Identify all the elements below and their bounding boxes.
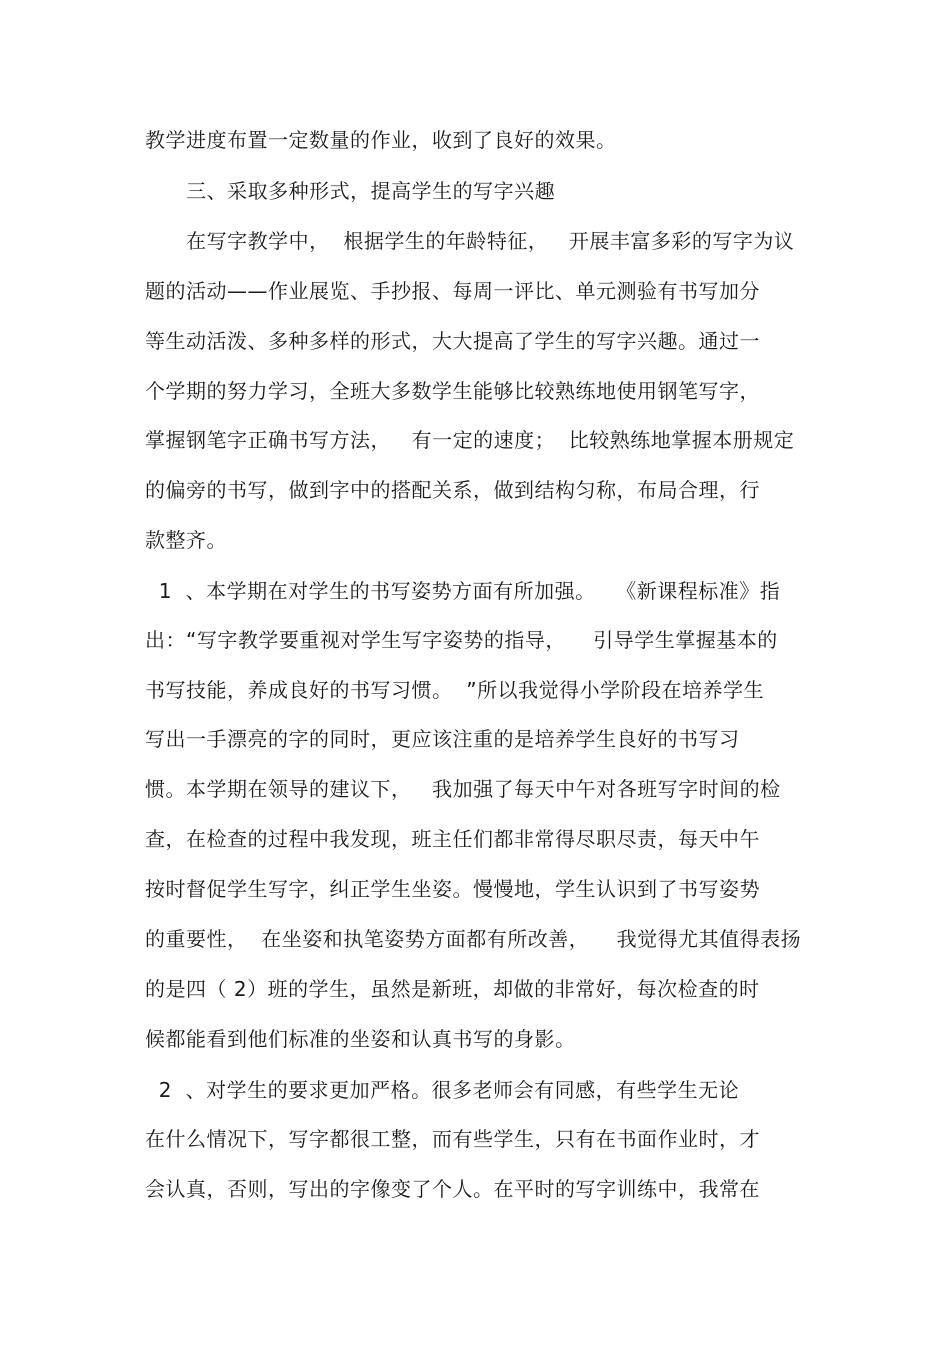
section-heading: 三、采取多种形式，提高学生的写字兴趣 — [145, 179, 556, 203]
paragraph-line: 题的活动——作业展览、手抄报、每周一评比、单元测验有书写加分 — [145, 279, 760, 303]
paragraph-line: 个学期的努力学习，全班大多数学生能够比较熟练地使用钢笔写字， — [145, 379, 760, 403]
paragraph-line: 写出一手漂亮的字的同时，更应该注重的是培养学生良好的书写习 — [145, 727, 740, 751]
paragraph-line: 出：“写字教学要重视对学生写字姿势的指导， 引导学生掌握基本的 — [145, 628, 778, 652]
paragraph-line: 掌握钢笔字正确书写方法， 有一定的速度； 比较熟练地掌握本册规定 — [145, 428, 795, 452]
paragraph-line: 书写技能，养成良好的书写习惯。 ”所以我觉得小学阶段在培养学生 — [145, 678, 765, 702]
paragraph-line: 候都能看到他们标准的坐姿和认真书写的身影。 — [145, 1027, 576, 1051]
paragraph-line: 等生动活泼、多种多样的形式，大大提高了学生的写字兴趣。通过一 — [145, 329, 760, 353]
paragraph-line: 的重要性， 在坐姿和执笔姿势方面都有所改善， 我觉得尤其值得表扬 — [145, 927, 802, 951]
paragraph-line: 会认真，否则，写出的字像变了个人。在平时的写字训练中，我常在 — [145, 1177, 760, 1201]
paragraph-line: 在什么情况下，写字都很工整，而有些学生，只有在书面作业时，才 — [145, 1127, 760, 1151]
paragraph-line: 的是四（ 2）班的学生，虽然是新班，却做的非常好，每次检查的时 — [145, 977, 760, 1001]
paragraph-line: 惯。本学期在领导的建议下， 我加强了每天中午对各班写字时间的检 — [145, 777, 781, 801]
paragraph-line: 按时督促学生写字，纠正学生坐姿。慢慢地，学生认识到了书写姿势 — [145, 877, 760, 901]
paragraph-line: 查，在检查的过程中我发现，班主任们都非常得尽职尽责，每天中午 — [145, 827, 760, 851]
paragraph-line: 的偏旁的书写，做到字中的搭配关系，做到结构匀称，布局合理，行 — [145, 478, 760, 502]
paragraph-line: 2 、对学生的要求更加严格。很多老师会有同感，有些学生无论 — [145, 1078, 740, 1102]
paragraph-line: 款整齐。 — [145, 528, 227, 552]
paragraph-line: 1 、本学期在对学生的书写姿势方面有所加强。 《新课程标准》指 — [145, 579, 781, 603]
paragraph-line: 在写字教学中， 根据学生的年龄特征， 开展丰富多彩的写字为议 — [145, 229, 795, 253]
paragraph-line: 教学进度布置一定数量的作业，收到了良好的效果。 — [145, 128, 617, 152]
